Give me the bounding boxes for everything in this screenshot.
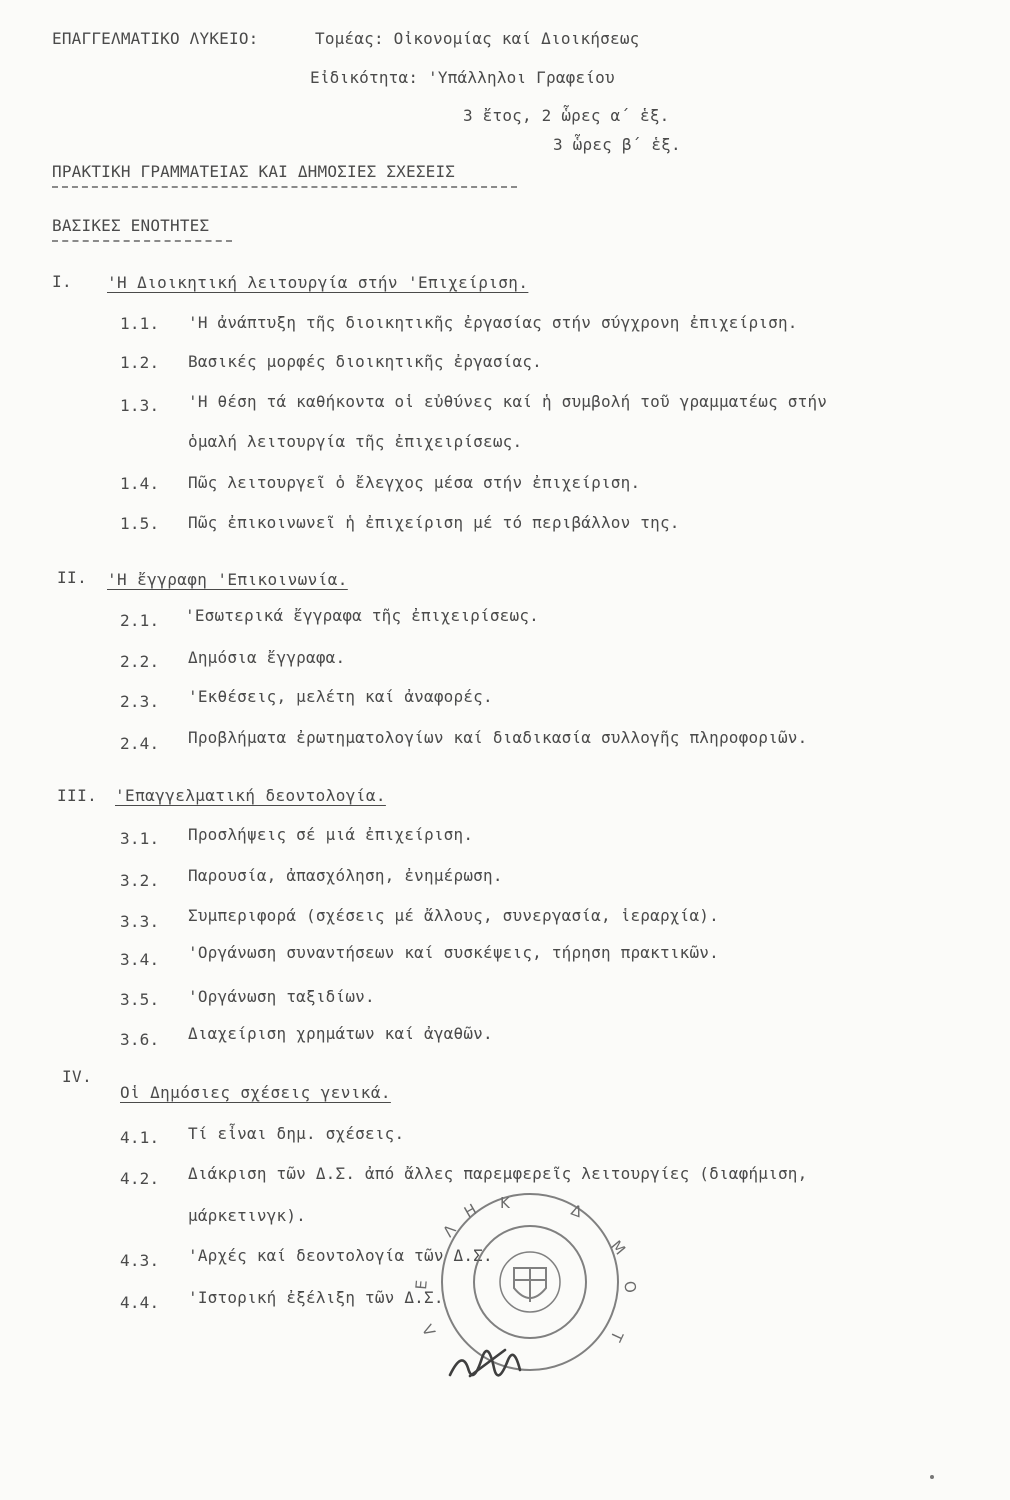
item-number: 2.3. xyxy=(120,692,160,711)
item-number: 3.3. xyxy=(120,912,160,931)
item-text: Παρουσία, ἀπασχόληση, ἐνημέρωση. xyxy=(188,866,503,885)
item-text: Συμπεριφορά (σχέσεις μέ ἄλλους, συνεργασία, ἱεραρχία). xyxy=(188,906,719,925)
item-number: 2.4. xyxy=(120,734,160,753)
official-stamp xyxy=(410,1190,650,1400)
item-number: 3.5. xyxy=(120,990,160,1009)
item-text: Προβλήματα ἐρωτηματολογίων καί διαδικασία συλλογῆς πληροφοριῶν. xyxy=(188,728,808,747)
hours-b-line: 3 ὧρες β΄ ἑξ. xyxy=(553,135,681,154)
specialty-line: Εἰδικότητα: 'Υπάλληλοι Γραφείου xyxy=(310,68,615,87)
item-text: 'Αρχές καί δεοντολογία τῶν Δ.Σ. xyxy=(188,1246,493,1265)
item-text: 'Οργάνωση ταξιδίων. xyxy=(188,987,375,1006)
section-title: 'Η ἔγγραφη 'Επικοινωνία. xyxy=(107,570,348,589)
item-number: 3.2. xyxy=(120,871,160,890)
item-text: Πῶς λειτουργεῖ ὁ ἔλεγχος μέσα στήν ἐπιχείριση. xyxy=(188,473,641,492)
item-number: 4.4. xyxy=(120,1293,160,1312)
item-text: Βασικές μορφές διοικητικῆς ἐργασίας. xyxy=(188,352,542,371)
year-hours-line: 3 ἔτος, 2 ὧρες α΄ ἑξ. xyxy=(463,106,670,125)
item-text: Διαχείριση χρημάτων καί ἀγαθῶν. xyxy=(188,1024,493,1043)
item-text: 'Εκθέσεις, μελέτη καί ἀναφορές. xyxy=(188,687,493,706)
item-text: Τί εἶναι δημ. σχέσεις. xyxy=(188,1124,405,1143)
item-number: 1.1. xyxy=(120,314,160,333)
item-number: 1.3. xyxy=(120,396,160,415)
item-number: 2.2. xyxy=(120,652,160,671)
item-text: Πῶς ἐπικοινωνεῖ ἡ ἐπιχείριση μέ τό περιβάλλον της. xyxy=(188,513,680,532)
svg-text:Ο: Ο xyxy=(620,1279,640,1295)
item-number: 3.1. xyxy=(120,829,160,848)
section-numeral: IV. xyxy=(62,1067,93,1086)
item-number: 4.3. xyxy=(120,1251,160,1270)
section-title: Οἱ Δημόσιες σχέσεις γενικά. xyxy=(120,1083,391,1102)
item-text: ὁμαλή λειτουργία τῆς ἐπιχειρίσεως. xyxy=(188,432,523,451)
svg-text:Ε: Ε xyxy=(412,1279,431,1291)
sector-line: Τομέας: Οἰκονομίας καί Διοικήσεως xyxy=(315,29,640,48)
item-number: 3.4. xyxy=(120,950,160,969)
item-text: Δημόσια ἔγγραφα. xyxy=(188,648,346,667)
course-title: ΠΡΑΚΤΙΚΗ ΓΡΑΜΜΑΤΕΙΑΣ ΚΑΙ ΔΗΜΟΣΙΕΣ ΣΧΕΣΕΙΣ xyxy=(52,162,456,181)
item-text: 'Οργάνωση συναντήσεων καί συσκέψεις, τήρηση πρακτικῶν. xyxy=(188,943,719,962)
item-number: 1.4. xyxy=(120,474,160,493)
svg-text:Δ: Δ xyxy=(568,1200,585,1222)
item-text: 'Η θέση τά καθήκοντα οἱ εὐθύνες καί ἡ συμβολή τοῦ γραμματέως στήν xyxy=(188,392,828,411)
item-text: 'Η ἀνάπτυξη τῆς διοικητικῆς ἐργασίας στήν σύγχρονη ἐπιχείριση. xyxy=(188,313,798,332)
section-title: 'Επαγγελματική δεοντολογία. xyxy=(115,786,386,805)
bleed-through-text xyxy=(215,255,224,273)
units-heading: ΒΑΣΙΚΕΣ ΕΝΟΤΗΤΕΣ xyxy=(52,216,210,235)
section-numeral: II. xyxy=(57,568,88,587)
units-heading-underline xyxy=(52,240,232,242)
item-text: 'Εσωτερικά ἔγγραφα τῆς ἐπιχειρίσεως. xyxy=(185,606,539,625)
school-name: ΕΠΑΓΓΕΛΜΑΤΙΚΟ ΛΥΚΕΙΟ: xyxy=(52,29,259,48)
item-text: Προσλήψεις σέ μιά ἐπιχείριση. xyxy=(188,825,474,844)
item-number: 1.2. xyxy=(120,353,160,372)
svg-text:Τ: Τ xyxy=(606,1328,627,1345)
item-number: 2.1. xyxy=(120,611,160,630)
svg-text:Η: Η xyxy=(461,1200,480,1222)
svg-text:Λ: Λ xyxy=(439,1221,460,1241)
section-numeral: I. xyxy=(52,272,73,291)
item-text: μάρκετινγκ). xyxy=(188,1206,306,1225)
item-number: 3.6. xyxy=(120,1030,160,1049)
section-numeral: III. xyxy=(57,786,98,805)
section-title: 'Η Διοικητική λειτουργία στήν 'Επιχείριση. xyxy=(107,273,529,292)
svg-text:Κ: Κ xyxy=(500,1194,510,1212)
item-number: 1.5. xyxy=(120,514,160,533)
svg-text:Μ: Μ xyxy=(606,1237,630,1259)
item-text: 'Ιστορική ἐξέλιξη τῶν Δ.Σ. xyxy=(188,1288,444,1307)
item-number: 4.2. xyxy=(120,1169,160,1188)
item-number: 4.1. xyxy=(120,1128,160,1147)
svg-text:Λ: Λ xyxy=(418,1321,440,1339)
item-text: Διάκριση τῶν Δ.Σ. ἀπό ἄλλες παρεμφερεῖς λειτουργίες (διαφήμιση, xyxy=(188,1164,808,1183)
course-title-underline xyxy=(52,186,517,188)
page-speck xyxy=(930,1475,934,1479)
